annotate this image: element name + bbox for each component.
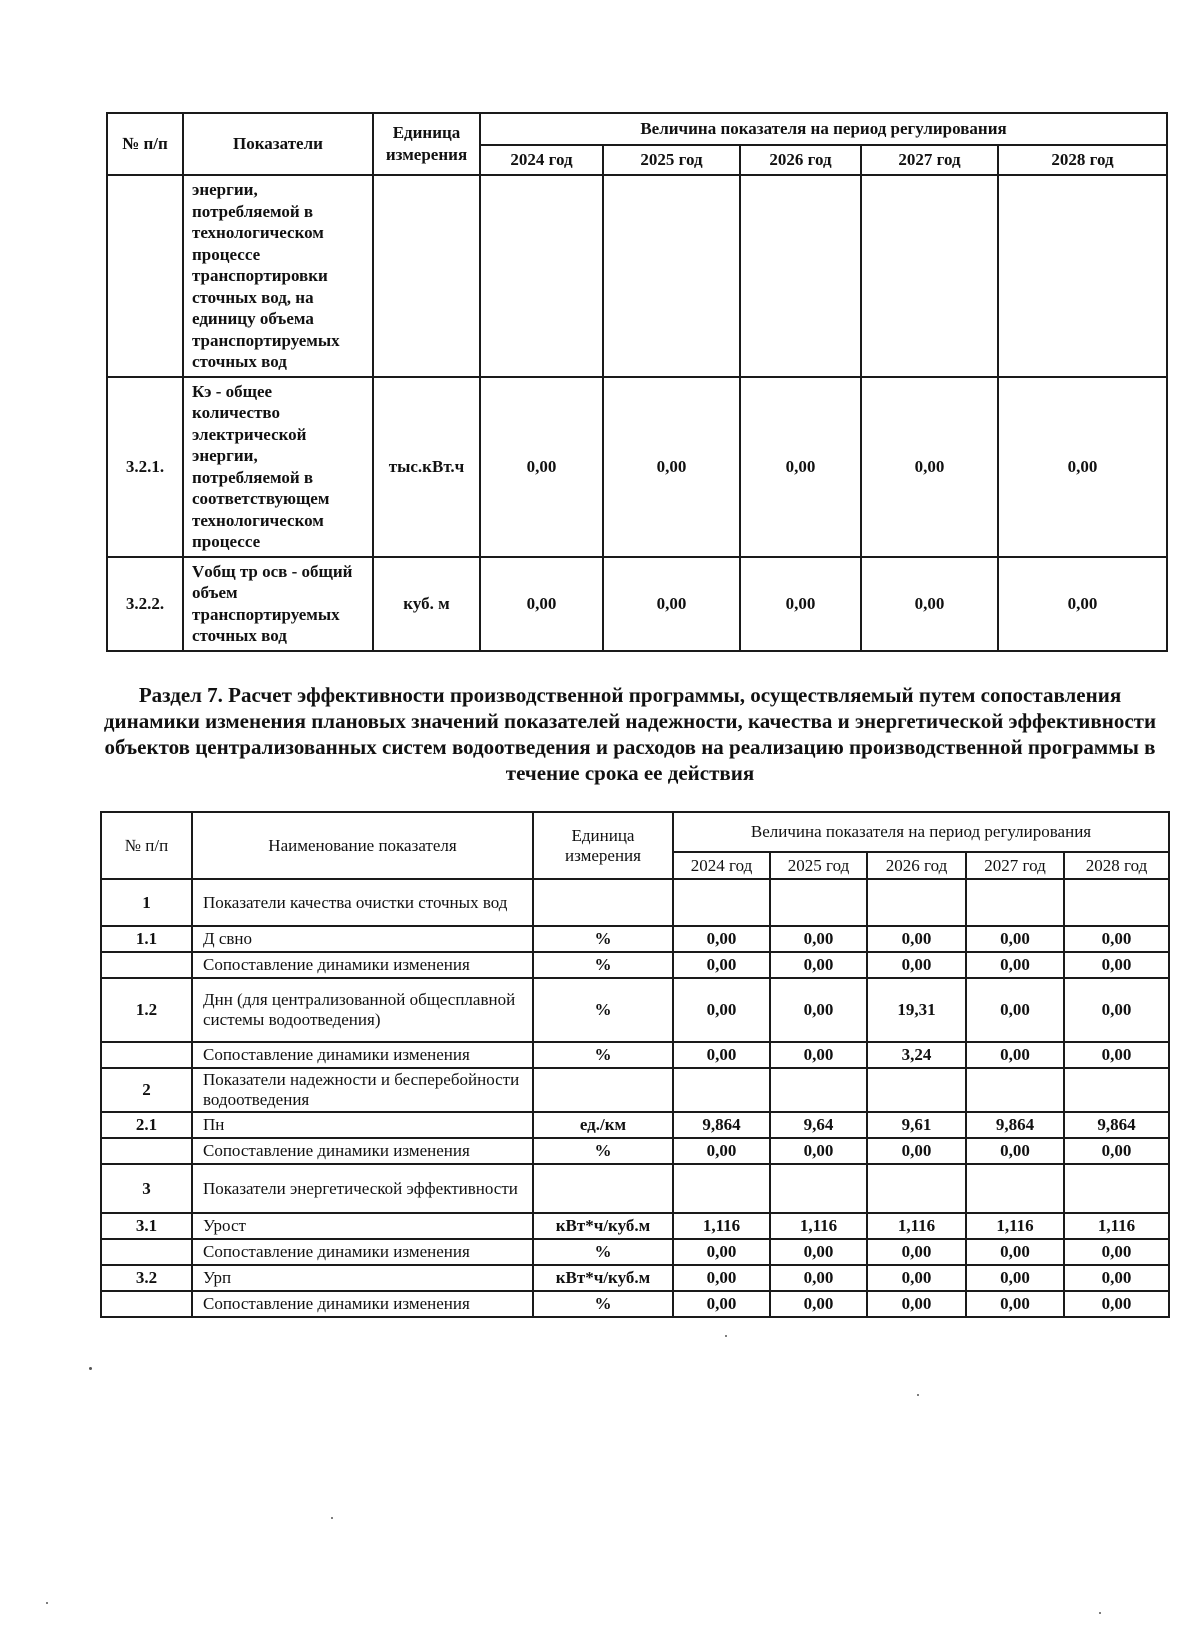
row-number (101, 1291, 192, 1317)
value-cell: 0,00 (966, 1265, 1064, 1291)
table-row (101, 952, 1169, 978)
value-cell: 0,00 (603, 557, 740, 651)
table-row (101, 1112, 1169, 1138)
indicator-name: Кэ - общее количество электрической энергии, потребляемой в соответствующем технологическом процессе (183, 377, 373, 557)
unit-cell: % (533, 1042, 673, 1068)
col-header-period-group: Величина показателя на период регулирования (673, 812, 1169, 852)
section-title: Раздел 7. Расчет эффективности производственной программы, осуществляемый путем сопоставления динамики изменения плановых значений показателей надежности, качества и энергетической эффективности объектов централизованных систем водоотведения и расходов на реализацию производственной программы в течение срока ее действия (103, 683, 1157, 785)
row-number: 1 (101, 879, 192, 926)
value-cell: 0,00 (740, 557, 861, 651)
col-header-year: 2025 год (770, 852, 867, 879)
row-number: 3.2 (101, 1265, 192, 1291)
indicator-name: энергии, потребляемой в технологическом процессе транспортировки сточных вод, на единицу объема транспортируемых сточных вод (183, 175, 373, 377)
value-cell: 1,116 (867, 1213, 966, 1239)
col-header-unit: Единица измерения (533, 812, 673, 879)
col-header-indicator-name: Наименование показателя (192, 812, 533, 879)
col-header-year: 2026 год (740, 145, 861, 175)
value-cell (673, 1068, 770, 1112)
row-number: 1.1 (101, 926, 192, 952)
indicators-table-continued (106, 112, 1168, 652)
table-row (107, 175, 1167, 377)
value-cell: 0,00 (1064, 926, 1169, 952)
value-cell: 1,116 (673, 1213, 770, 1239)
value-cell: 0,00 (966, 926, 1064, 952)
table-row (107, 557, 1167, 651)
table-row (101, 1068, 1169, 1112)
value-cell: 1,116 (770, 1213, 867, 1239)
value-cell (998, 175, 1167, 377)
table-row (101, 1213, 1169, 1239)
value-cell (740, 175, 861, 377)
value-cell: 0,00 (673, 978, 770, 1042)
indicator-name: Показатели качества очистки сточных вод (192, 879, 533, 926)
value-cell: 19,31 (867, 978, 966, 1042)
efficiency-table (100, 811, 1170, 1318)
col-header-indicators: Показатели (183, 113, 373, 175)
value-cell: 9,864 (1064, 1112, 1169, 1138)
indicator-name: Сопоставление динамики изменения (192, 1042, 533, 1068)
value-cell: 0,00 (966, 1042, 1064, 1068)
indicator-name: Д свно (192, 926, 533, 952)
value-cell: 0,00 (1064, 1265, 1169, 1291)
indicator-name: Днн (для централизованной общесплавной системы водоотведения) (192, 978, 533, 1042)
value-cell: 0,00 (770, 1291, 867, 1317)
value-cell: 0,00 (1064, 1138, 1169, 1164)
unit-cell: тыс.кВт.ч (373, 377, 480, 557)
unit-cell: ед./км (533, 1112, 673, 1138)
col-header-year: 2027 год (966, 852, 1064, 879)
col-header-year: 2028 год (998, 145, 1167, 175)
value-cell: 1,116 (966, 1213, 1064, 1239)
indicator-name: Пн (192, 1112, 533, 1138)
value-cell: 0,00 (673, 1239, 770, 1265)
unit-cell: кВт*ч/куб.м (533, 1213, 673, 1239)
row-number: 2 (101, 1068, 192, 1112)
value-cell: 0,00 (673, 952, 770, 978)
value-cell: 0,00 (867, 1138, 966, 1164)
value-cell: 0,00 (867, 952, 966, 978)
table-row (101, 1291, 1169, 1317)
table-row (101, 978, 1169, 1042)
indicator-name: Показатели энергетической эффективности (192, 1164, 533, 1213)
value-cell: 0,00 (480, 557, 603, 651)
unit-cell: % (533, 952, 673, 978)
table-row (101, 1042, 1169, 1068)
scan-speck (1099, 1612, 1101, 1614)
indicator-name: Сопоставление динамики изменения (192, 1138, 533, 1164)
unit-cell: кВт*ч/куб.м (533, 1265, 673, 1291)
value-cell: 0,00 (1064, 1042, 1169, 1068)
col-header-unit: Единица измерения (373, 113, 480, 175)
row-number: 3.2.1. (107, 377, 183, 557)
value-cell: 0,00 (770, 926, 867, 952)
value-cell (1064, 1164, 1169, 1213)
value-cell (867, 879, 966, 926)
table-row (101, 1164, 1169, 1213)
col-header-num: № п/п (107, 113, 183, 175)
value-cell: 9,864 (966, 1112, 1064, 1138)
value-cell (966, 879, 1064, 926)
value-cell: 0,00 (770, 1265, 867, 1291)
value-cell: 0,00 (770, 1042, 867, 1068)
col-header-year: 2028 год (1064, 852, 1169, 879)
row-number (101, 1042, 192, 1068)
row-number: 3.2.2. (107, 557, 183, 651)
row-number: 3 (101, 1164, 192, 1213)
value-cell: 0,00 (1064, 952, 1169, 978)
value-cell: 0,00 (1064, 978, 1169, 1042)
table-row (101, 879, 1169, 926)
col-header-year: 2024 год (673, 852, 770, 879)
row-number (101, 1239, 192, 1265)
value-cell (770, 879, 867, 926)
value-cell (867, 1164, 966, 1213)
value-cell (867, 1068, 966, 1112)
table-row (101, 1138, 1169, 1164)
value-cell (603, 175, 740, 377)
value-cell: 0,00 (966, 1291, 1064, 1317)
value-cell (770, 1164, 867, 1213)
value-cell: 1,116 (1064, 1213, 1169, 1239)
unit-cell: % (533, 1138, 673, 1164)
row-number (107, 175, 183, 377)
value-cell: 0,00 (1064, 1239, 1169, 1265)
value-cell: 0,00 (867, 926, 966, 952)
table-row (101, 1265, 1169, 1291)
row-number: 3.1 (101, 1213, 192, 1239)
value-cell: 0,00 (480, 377, 603, 557)
col-header-num: № п/п (101, 812, 192, 879)
value-cell (1064, 879, 1169, 926)
col-header-year: 2025 год (603, 145, 740, 175)
indicator-name: Показатели надежности и бесперебойности водоотведения (192, 1068, 533, 1112)
indicator-name: Сопоставление динамики изменения (192, 1239, 533, 1265)
value-cell: 0,00 (998, 377, 1167, 557)
value-cell (673, 879, 770, 926)
value-cell: 0,00 (867, 1265, 966, 1291)
value-cell: 0,00 (603, 377, 740, 557)
unit-cell (533, 879, 673, 926)
value-cell: 9,864 (673, 1112, 770, 1138)
unit-cell: куб. м (373, 557, 480, 651)
indicator-name: Сопоставление динамики изменения (192, 952, 533, 978)
value-cell: 0,00 (770, 1138, 867, 1164)
indicator-name: Урп (192, 1265, 533, 1291)
value-cell: 0,00 (770, 1239, 867, 1265)
row-number (101, 952, 192, 978)
value-cell: 0,00 (966, 1239, 1064, 1265)
unit-cell: % (533, 926, 673, 952)
value-cell: 0,00 (966, 978, 1064, 1042)
value-cell: 0,00 (673, 926, 770, 952)
value-cell: 0,00 (867, 1239, 966, 1265)
scan-speck (331, 1517, 333, 1519)
value-cell: 0,00 (673, 1265, 770, 1291)
value-cell (861, 175, 998, 377)
row-number: 1.2 (101, 978, 192, 1042)
value-cell: 0,00 (998, 557, 1167, 651)
scan-speck (46, 1602, 48, 1604)
indicator-name: Сопоставление динамики изменения (192, 1291, 533, 1317)
table-row (101, 1239, 1169, 1265)
value-cell: 9,64 (770, 1112, 867, 1138)
unit-cell (533, 1068, 673, 1112)
value-cell (966, 1164, 1064, 1213)
value-cell (480, 175, 603, 377)
scan-speck (917, 1394, 919, 1396)
row-number (101, 1138, 192, 1164)
unit-cell: % (533, 1291, 673, 1317)
value-cell (1064, 1068, 1169, 1112)
value-cell: 0,00 (966, 952, 1064, 978)
value-cell: 0,00 (861, 377, 998, 557)
unit-cell: % (533, 1239, 673, 1265)
indicator-name: Урост (192, 1213, 533, 1239)
value-cell: 0,00 (770, 952, 867, 978)
value-cell (673, 1164, 770, 1213)
value-cell (770, 1068, 867, 1112)
col-header-year: 2027 год (861, 145, 998, 175)
value-cell: 0,00 (1064, 1291, 1169, 1317)
scan-speck (725, 1335, 727, 1337)
table-row (107, 377, 1167, 557)
unit-cell: % (533, 978, 673, 1042)
value-cell: 0,00 (673, 1138, 770, 1164)
value-cell: 9,61 (867, 1112, 966, 1138)
col-header-year: 2024 год (480, 145, 603, 175)
value-cell: 0,00 (740, 377, 861, 557)
value-cell (966, 1068, 1064, 1112)
value-cell: 0,00 (673, 1042, 770, 1068)
value-cell: 0,00 (861, 557, 998, 651)
scan-speck (89, 1367, 92, 1370)
unit-cell (533, 1164, 673, 1213)
value-cell: 0,00 (867, 1291, 966, 1317)
value-cell: 3,24 (867, 1042, 966, 1068)
row-number: 2.1 (101, 1112, 192, 1138)
table-row (101, 926, 1169, 952)
col-header-year: 2026 год (867, 852, 966, 879)
col-header-period-group: Величина показателя на период регулирования (480, 113, 1167, 145)
unit-cell (373, 175, 480, 377)
value-cell: 0,00 (966, 1138, 1064, 1164)
indicator-name: Vобщ тр осв - общий объем транспортируемых сточных вод (183, 557, 373, 651)
value-cell: 0,00 (673, 1291, 770, 1317)
value-cell: 0,00 (770, 978, 867, 1042)
